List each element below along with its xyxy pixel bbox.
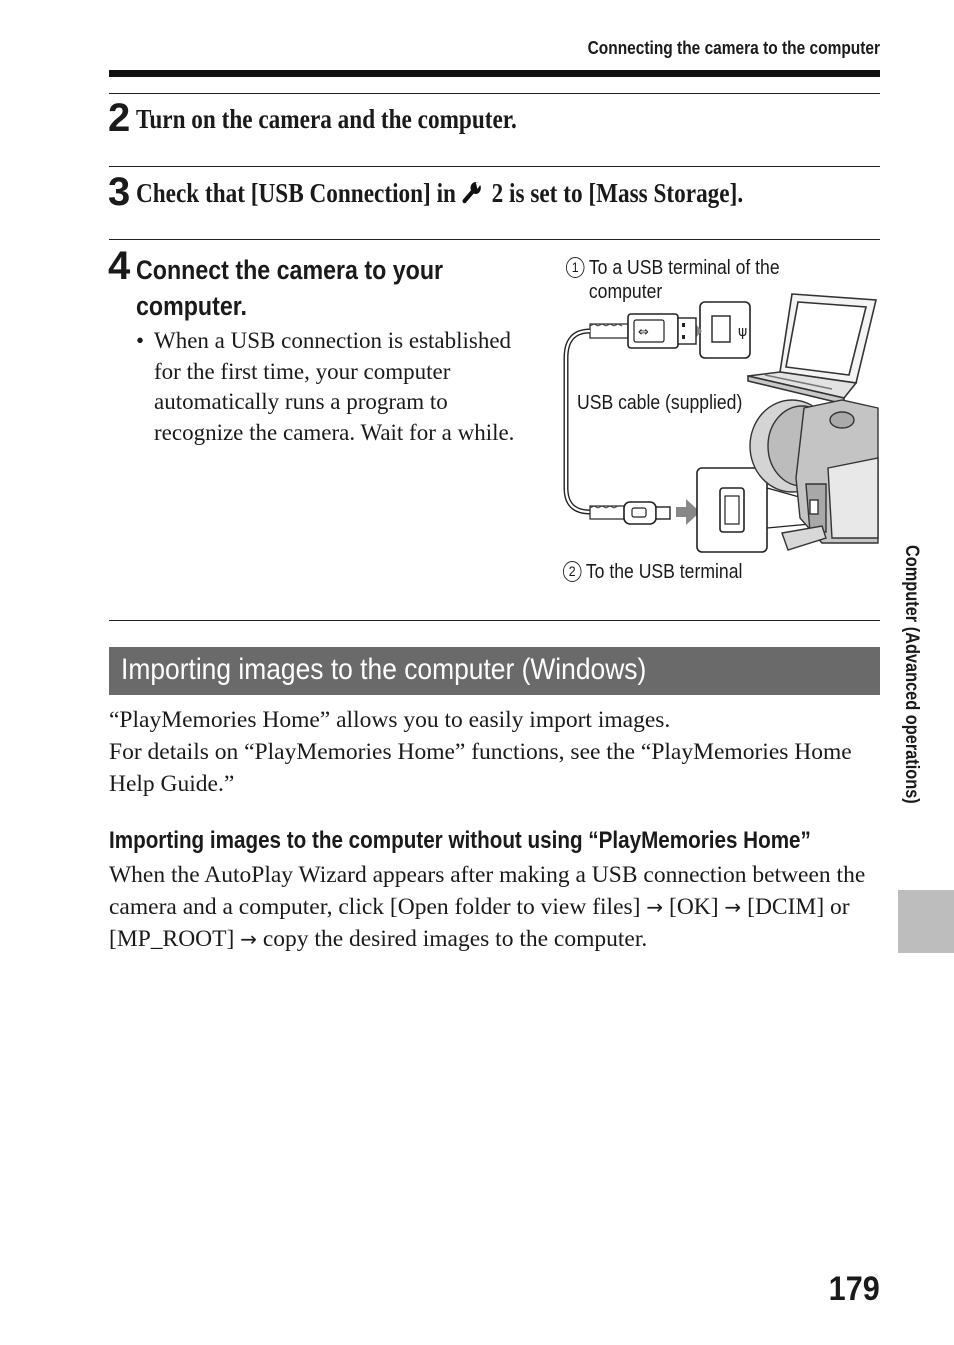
text-run: [OK] <box>669 894 719 920</box>
circled-number: 2 <box>563 561 581 582</box>
circled-number: 1 <box>566 257 584 278</box>
usb-host-port <box>700 302 750 358</box>
side-tab-marker <box>898 890 954 953</box>
step-text-part: 2 is set to [Mass Storage]. <box>491 178 744 208</box>
step-number: 4 <box>108 244 131 288</box>
text-run: copy the desired images to the computer. <box>262 926 648 952</box>
svg-text:⇔: ⇔ <box>638 325 649 340</box>
step-divider <box>109 239 880 240</box>
usb-connection-diagram <box>560 288 880 558</box>
usb-mini-plug <box>590 502 670 524</box>
section-title: Importing images to the computer (Windows) <box>121 653 647 686</box>
svg-text:ψ: ψ <box>738 324 748 340</box>
step-title: Connect the camera to your computer. <box>136 255 444 321</box>
step-number: 2 <box>108 96 131 140</box>
body-paragraph: For details on “PlayMemories Home” functions, see the “PlayMemories Home Help Guide.” <box>109 739 852 797</box>
step-divider <box>109 93 880 94</box>
step-text-part: Check that [USB Connection] in <box>136 178 456 208</box>
text-run: When the AutoPlay Wizard appears after making a USB connection between the camera and a computer, click [Open folder to view files] <box>109 862 866 920</box>
arrow-icon: → <box>240 927 257 951</box>
laptop-illustration <box>748 294 876 404</box>
wrench-icon <box>462 180 486 209</box>
bullet-dot: • <box>136 328 145 353</box>
label-text: To a USB terminal of the computer <box>588 257 780 303</box>
bullet-text: When a USB connection is established for the first time, your computer automatically runs a program to recognize the camera. Wait for a while. <box>154 328 515 445</box>
usb-a-plug <box>590 314 696 348</box>
label-text: To the USB terminal <box>585 561 743 583</box>
body-paragraph: “PlayMemories Home” allows you to easily import images. <box>109 707 671 733</box>
arrow-icon: → <box>646 895 664 919</box>
body-paragraph <box>109 859 869 955</box>
section-divider <box>109 620 880 621</box>
arrow-icon: → <box>724 895 742 919</box>
side-tab-label: Computer (Advanced operations) <box>901 545 922 804</box>
diagram-label-camera <box>563 560 742 584</box>
step-text <box>136 180 743 209</box>
usb-cable <box>566 331 590 512</box>
running-header: Connecting the camera to the computer <box>587 38 880 58</box>
step-text: Turn on the camera and the computer. <box>136 104 517 134</box>
section-heading-bar <box>109 647 880 695</box>
text-run: [DCIM] or [MP_ROOT] <box>109 894 850 952</box>
sub-heading: Importing images to the computer without using “PlayMemories Home” <box>109 827 811 854</box>
step-bullet <box>136 326 541 448</box>
step-number: 3 <box>108 170 131 214</box>
diagram-label-cable: USB cable (supplied) <box>577 392 743 414</box>
step-divider <box>109 166 880 167</box>
page-number: 179 <box>828 1270 880 1308</box>
header-rule <box>109 70 880 77</box>
